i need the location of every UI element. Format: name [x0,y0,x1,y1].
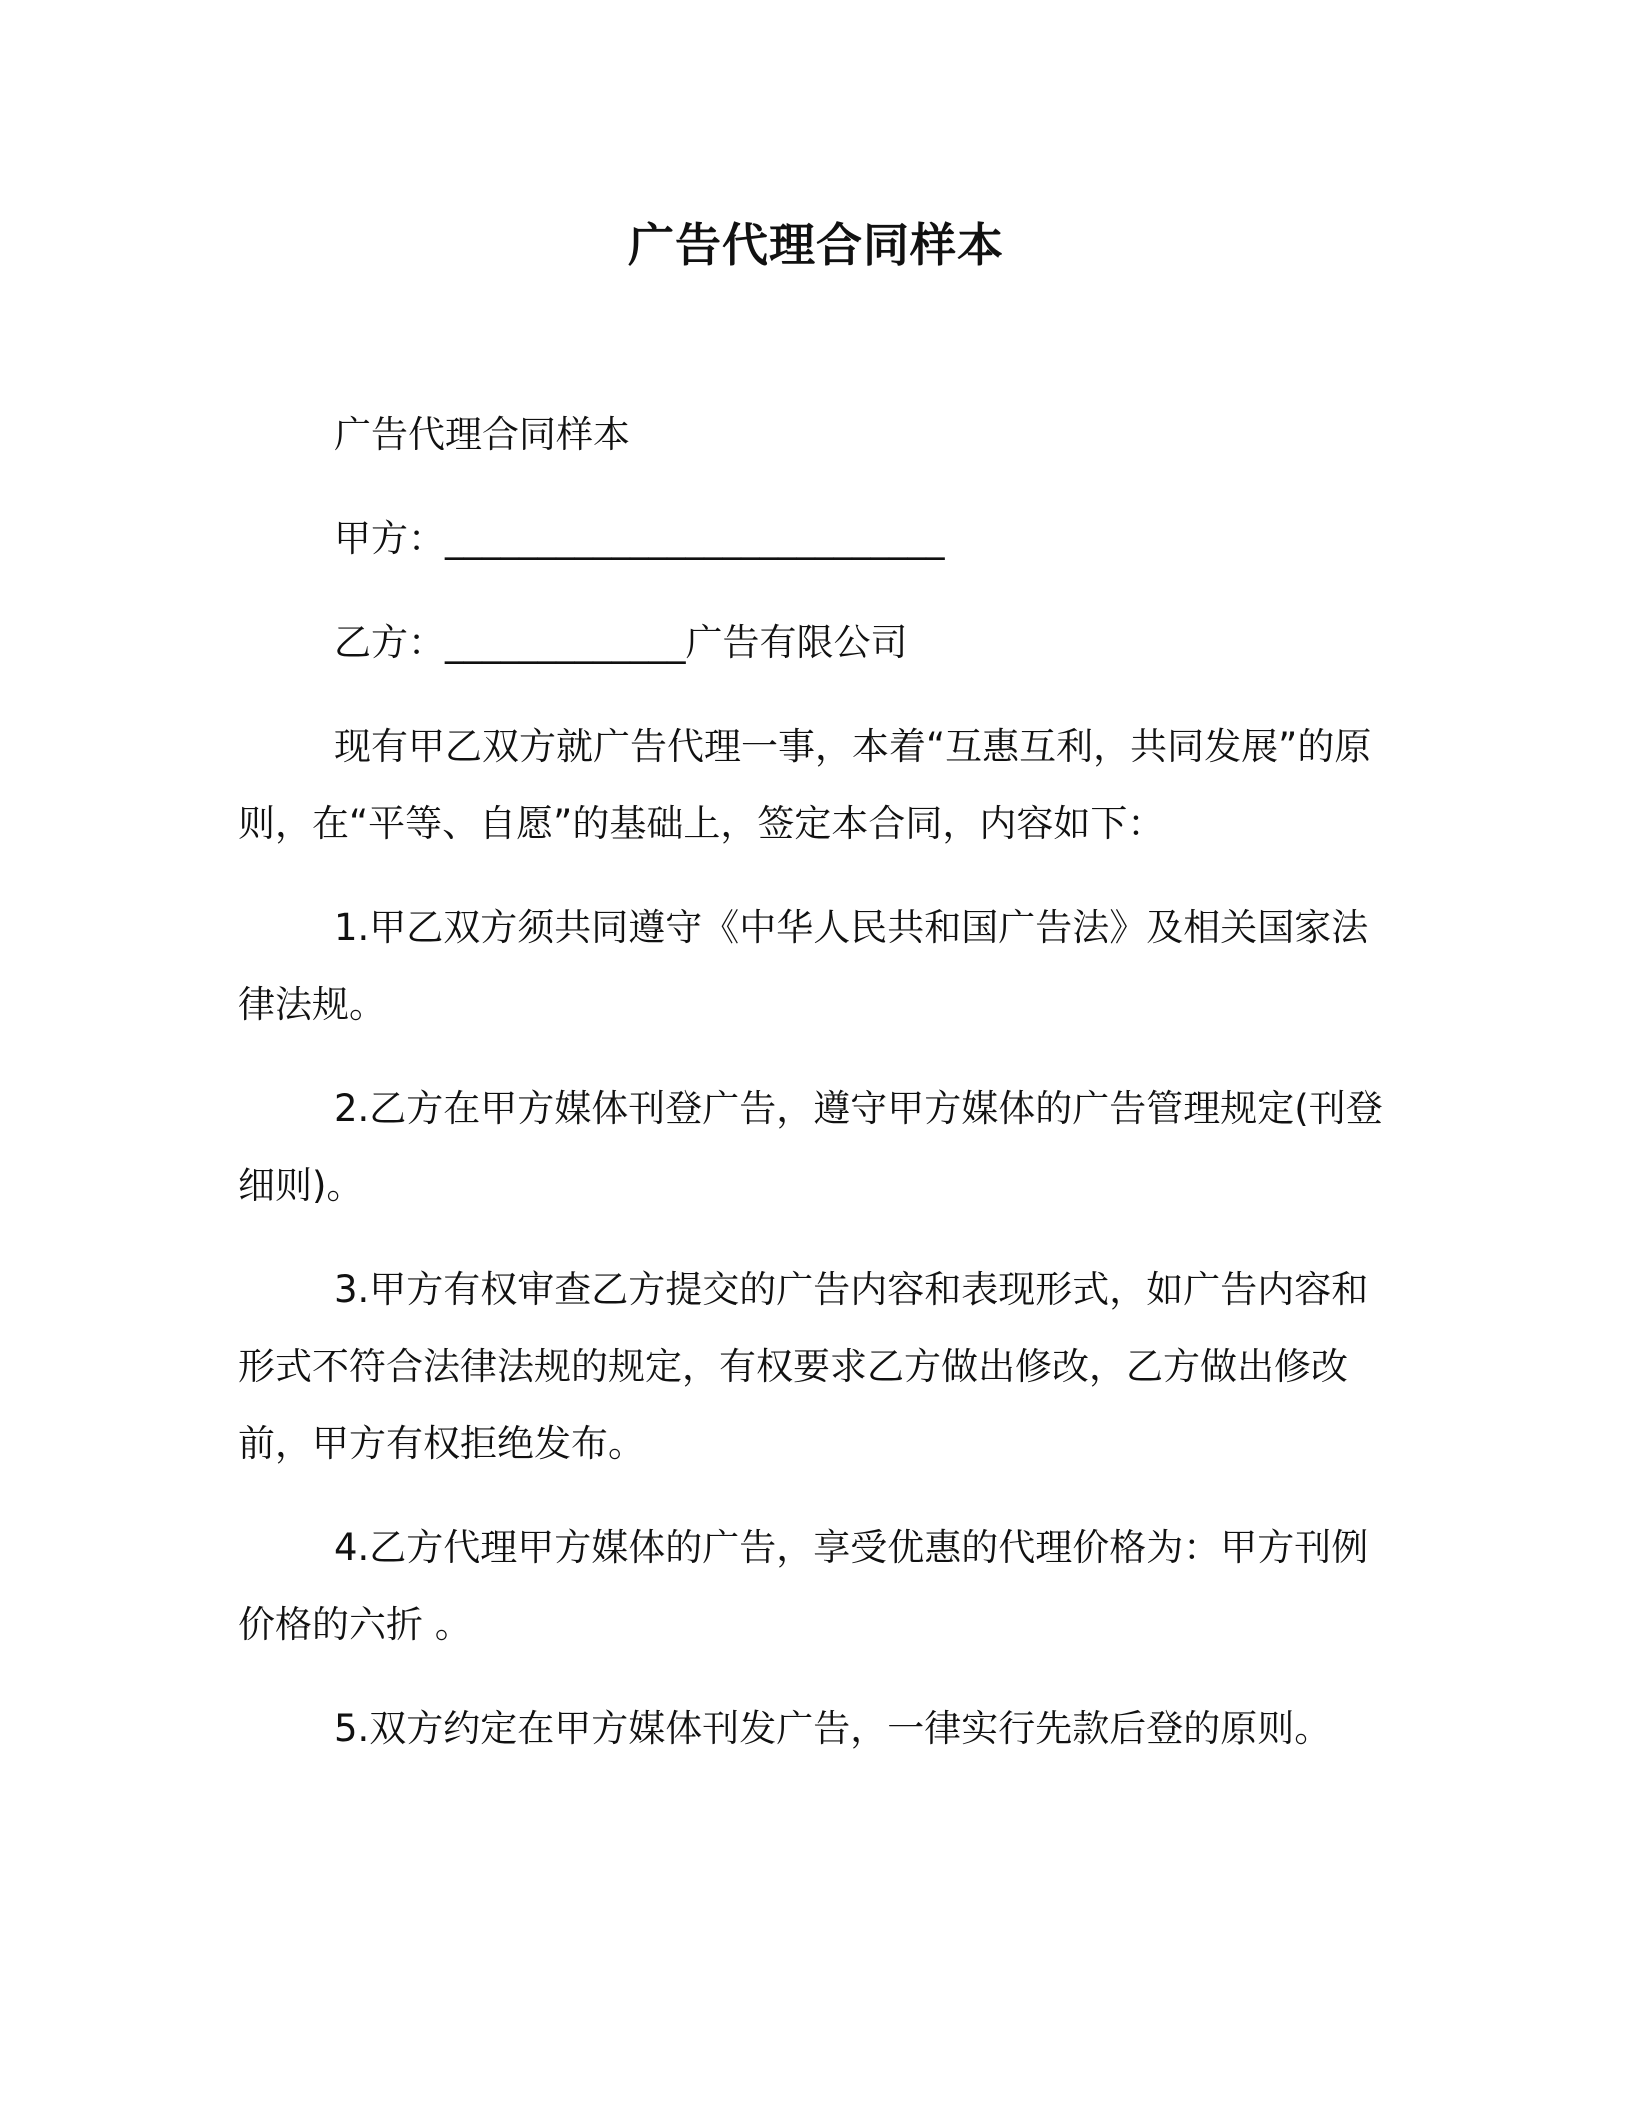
subtitle-paragraph: 广告代理合同样本 [334,413,630,456]
clause-5: 5.双方约定在甲方媒体刊发广告，一律实行先款后登的原则。 [334,1707,1332,1750]
document-title: 广告代理合同样本 [628,218,1004,272]
clause-4: 4.乙方代理甲方媒体的广告，享受优惠的代理价格为：甲方刊例价格的六折 。 [238,1526,1369,1646]
document-body [238,396,1388,1794]
clause-3: 3.甲方有权审查乙方提交的广告内容和表现形式，如广告内容和形式不符合法律法规的规定，有权要求乙方做出修改，乙方做出修改前，甲方有权拒绝发布。 [238,1268,1369,1465]
clause-1: 1.甲乙双方须共同遵守《中华人民共和国广告法》及相关国家法律法规。 [238,906,1369,1026]
party-b-line: 乙方：_____________广告有限公司 [334,621,908,664]
party-a-line: 甲方：___________________________ [334,517,945,560]
preamble-paragraph: 现有甲乙双方就广告代理一事，本着“互惠互利，共同发展”的原则，在“平等、自愿”的基础上，签定本合同，内容如下： [238,725,1372,845]
clause-2: 2.乙方在甲方媒体刊登广告，遵守甲方媒体的广告管理规定(刊登细则)。 [238,1087,1383,1207]
